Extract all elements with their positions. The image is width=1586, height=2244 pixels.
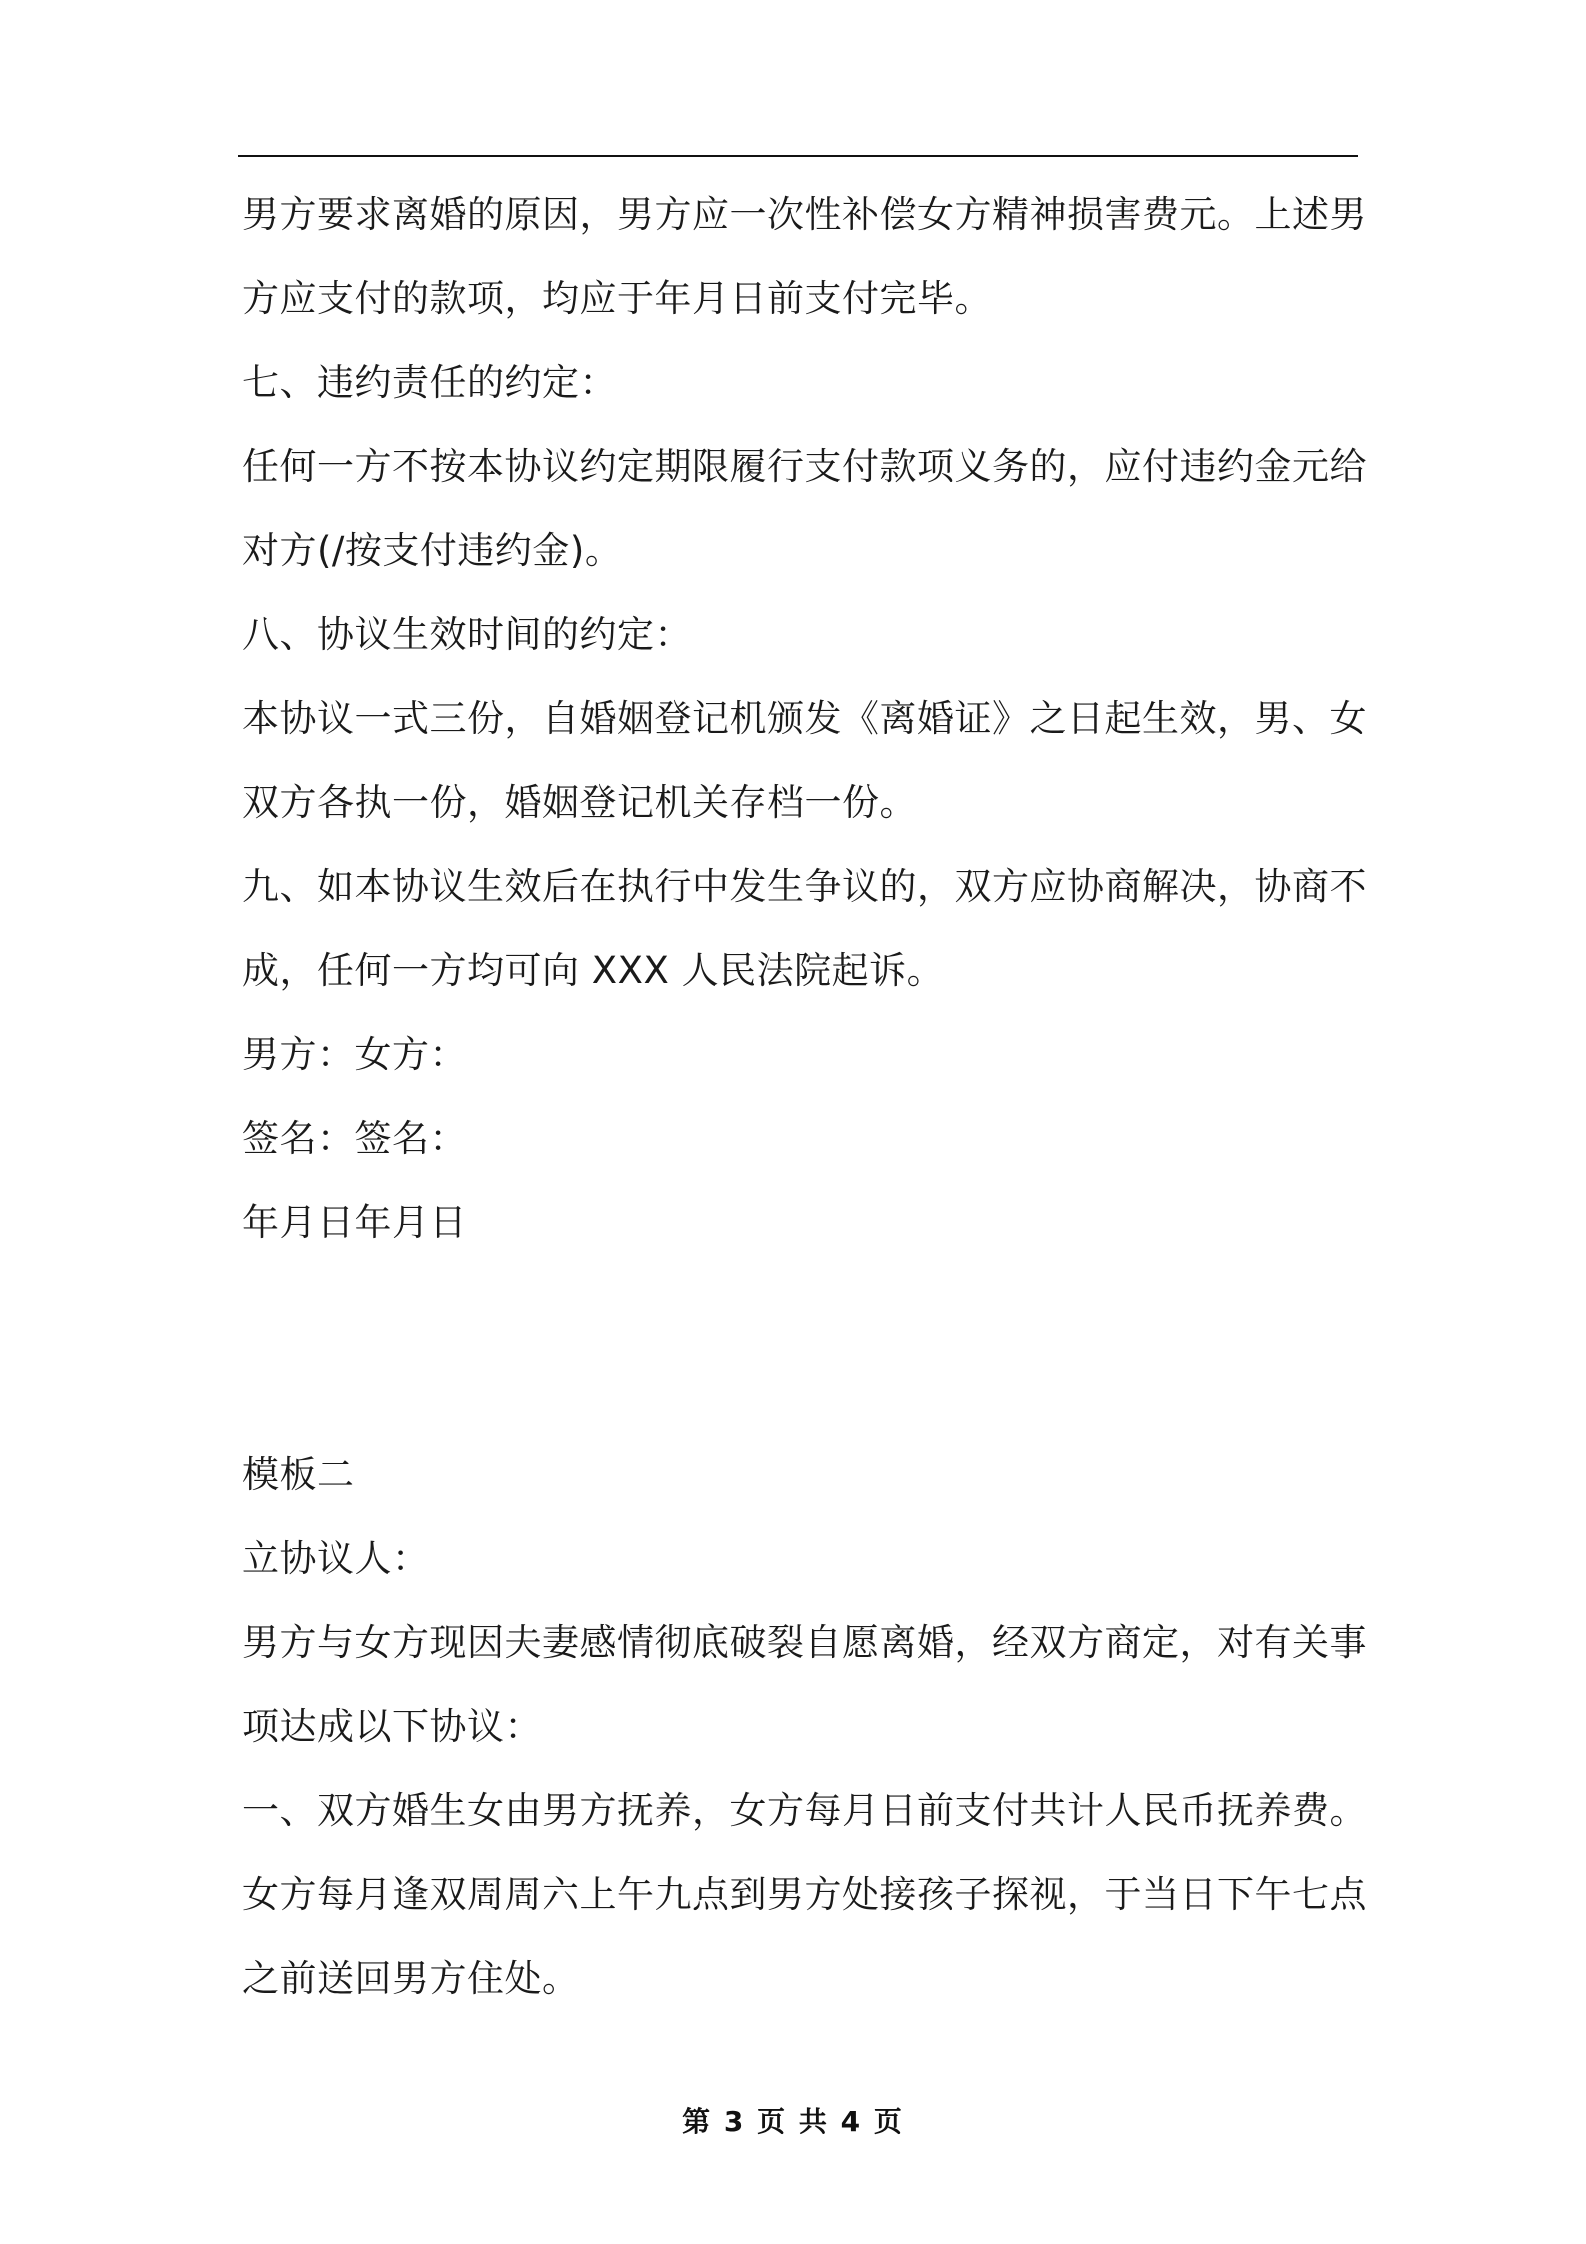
section-gap bbox=[242, 1287, 1360, 1455]
paragraph-line: 本协议一式三份，自婚姻登记机颁发《离婚证》之日起生效，男、女 bbox=[242, 697, 1367, 740]
clause-line: 一、双方婚生女由男方抚养，女方每月日前支付共计人民币抚养费。 bbox=[242, 1789, 1367, 1832]
paragraph-line: 任何一方不按本协议约定期限履行支付款项义务的，应付违约金元给 bbox=[242, 445, 1367, 488]
paragraph-line: 男方与女方现因夫妻感情彻底破裂自愿离婚，经双方商定，对有关事 bbox=[242, 1621, 1367, 1664]
paragraph-line: 立协议人： bbox=[242, 1537, 430, 1580]
section-template-two bbox=[242, 1453, 1367, 2000]
paragraph-line: 对方(/按支付违约金)。 bbox=[242, 529, 623, 572]
paragraph-line: 双方各执一份，婚姻登记机关存档一份。 bbox=[242, 781, 917, 824]
signature-line: 签名：签名： bbox=[242, 1117, 467, 1160]
paragraph-line: 男方要求离婚的原因，男方应一次性补偿女方精神损害费元。上述男 bbox=[242, 193, 1367, 236]
paragraph-line: 女方每月逢双周周六上午九点到男方处接孩子探视，于当日下午七点 bbox=[242, 1873, 1367, 1916]
paragraph-line: 成，任何一方均可向 XXX 人民法院起诉。 bbox=[242, 949, 945, 992]
paragraph-line: 项达成以下协议： bbox=[242, 1705, 542, 1748]
clause-heading: 七、违约责任的约定： bbox=[242, 361, 617, 404]
section-title: 模板二 bbox=[242, 1453, 355, 1496]
paragraph-line: 之前送回男方住处。 bbox=[242, 1957, 580, 2000]
document-body bbox=[242, 193, 1367, 2043]
paragraph-line: 方应支付的款项，均应于年月日前支付完毕。 bbox=[242, 277, 992, 320]
header-divider bbox=[238, 155, 1358, 157]
section-template-one-continued bbox=[242, 193, 1367, 1244]
signature-date-line: 年月日年月日 bbox=[242, 1201, 467, 1244]
page-number: 第 3 页 共 4 页 bbox=[682, 2105, 904, 2138]
paragraph-line: 九、如本协议生效后在执行中发生争议的，双方应协商解决，协商不 bbox=[242, 865, 1367, 908]
clause-heading: 八、协议生效时间的约定： bbox=[242, 613, 692, 656]
signature-parties-line: 男方：女方： bbox=[242, 1033, 467, 1076]
